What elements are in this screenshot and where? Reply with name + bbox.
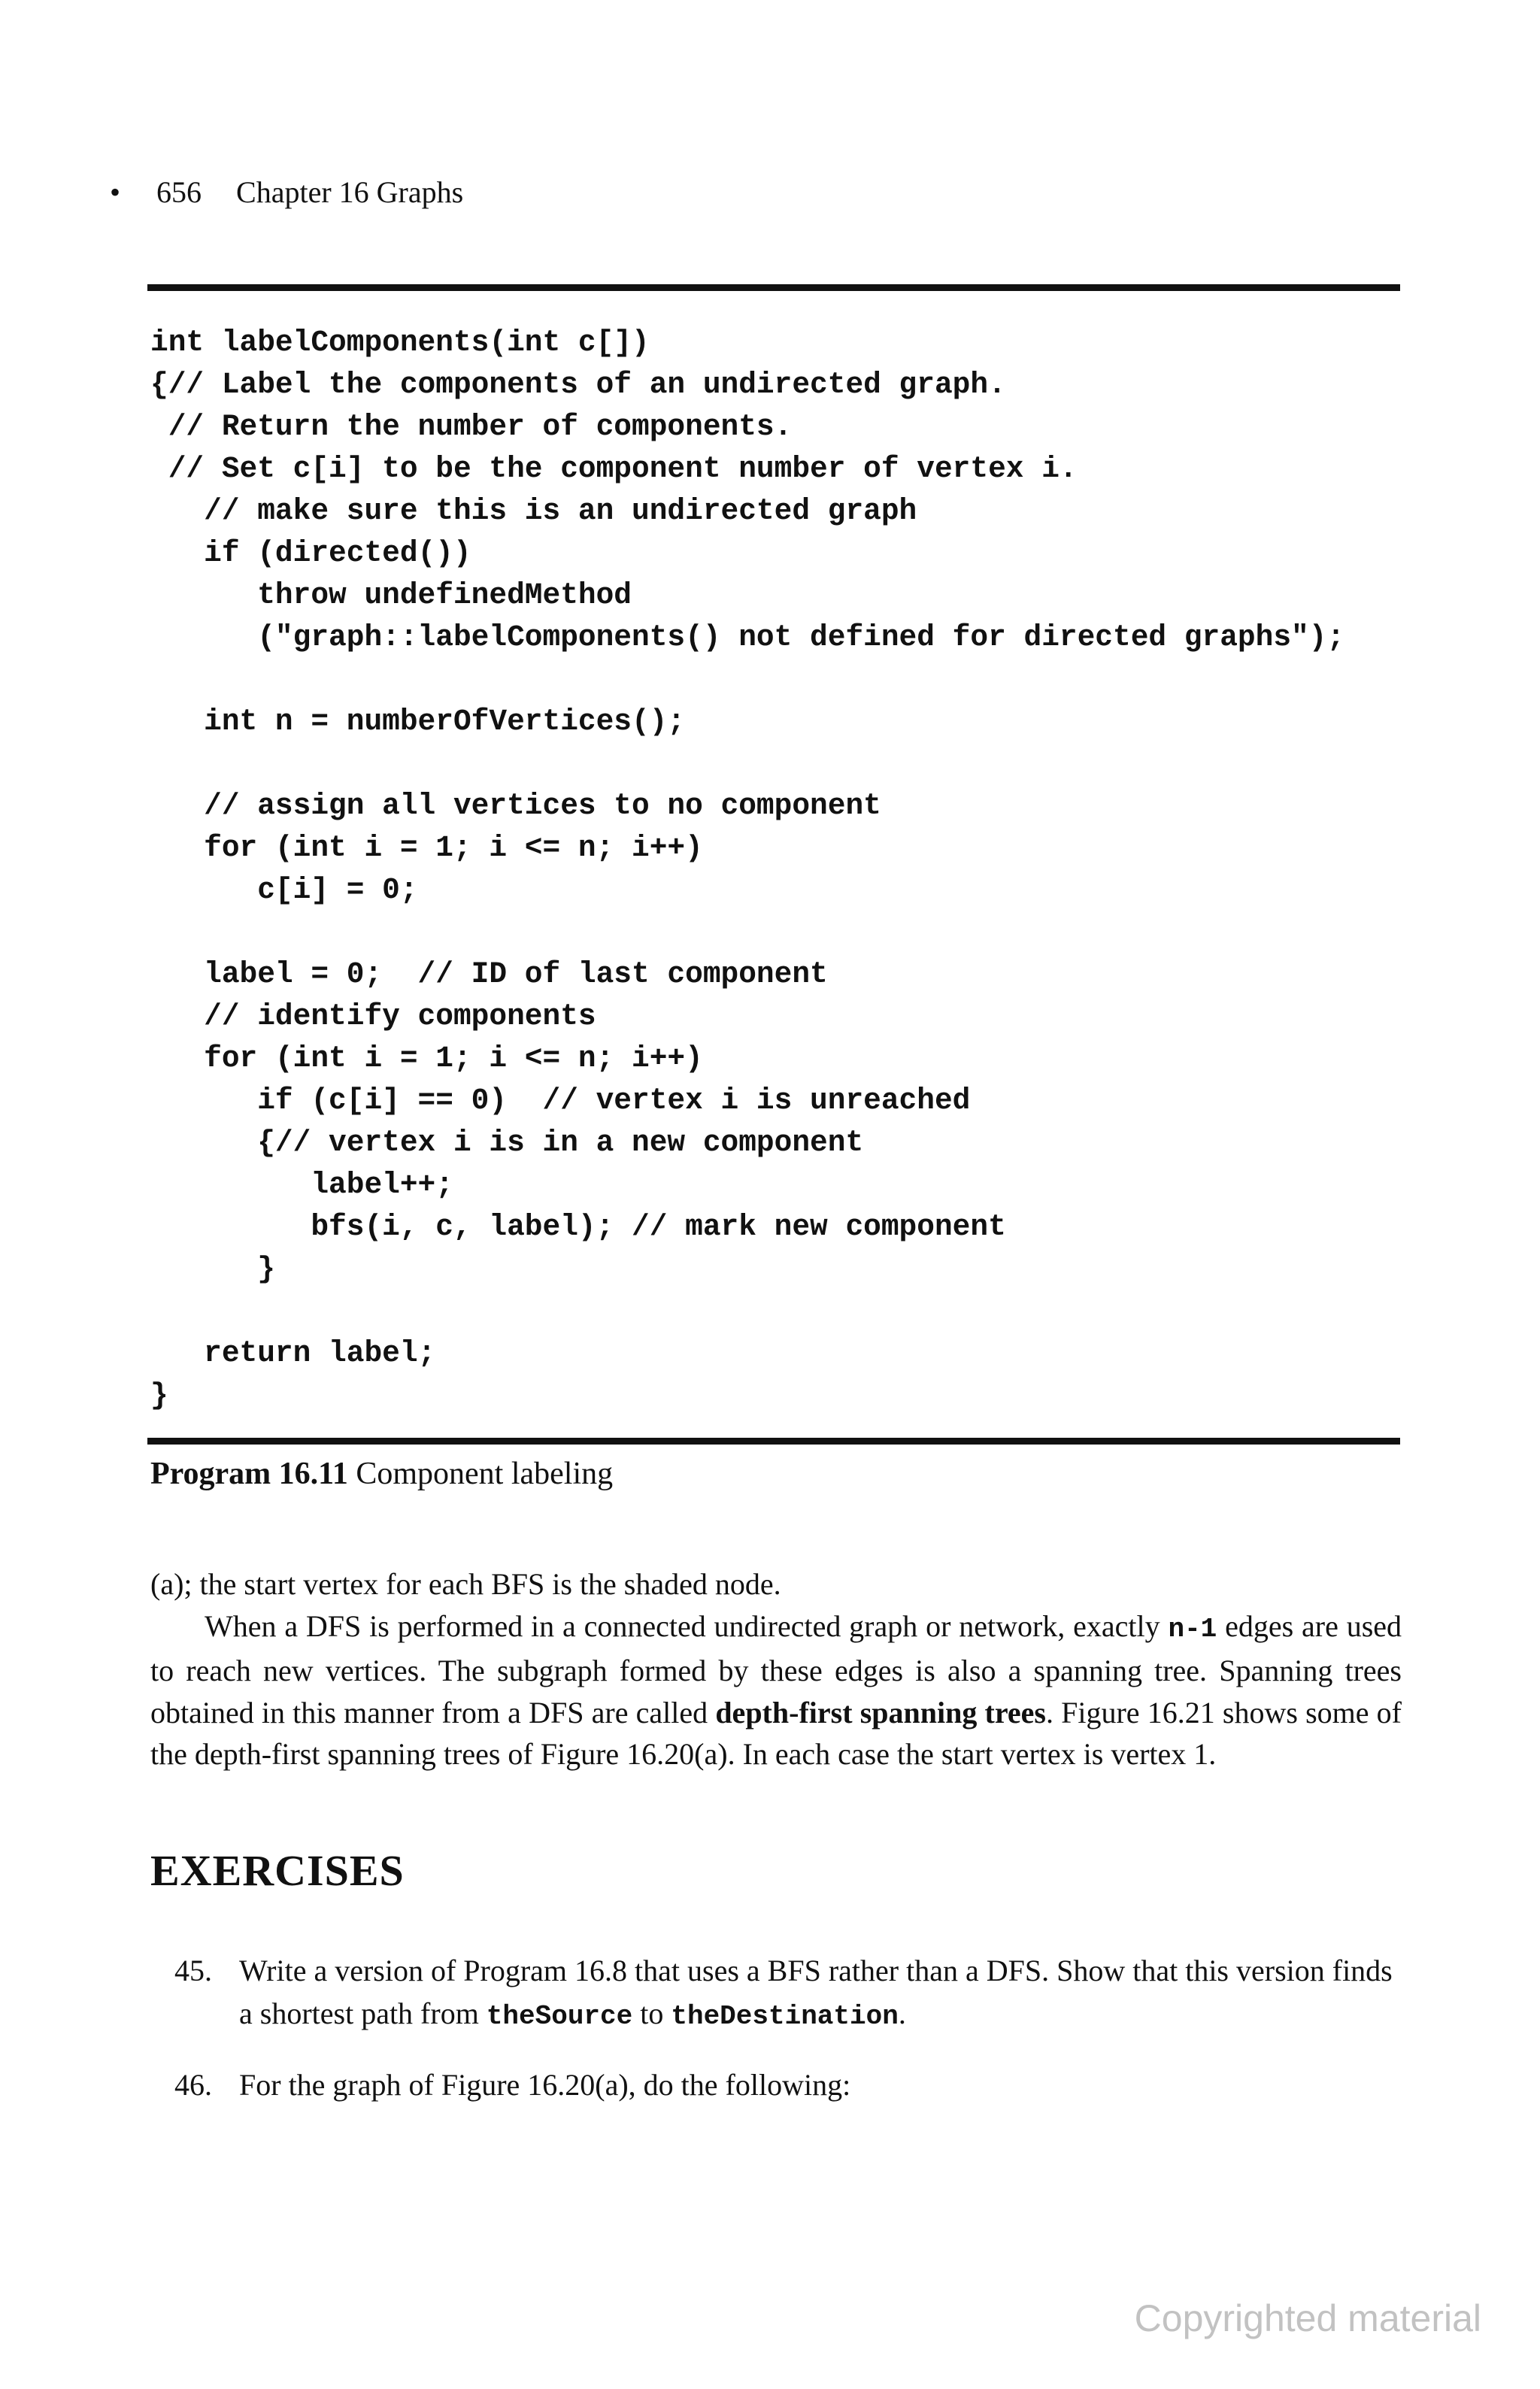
- code-line: [150, 743, 1399, 785]
- exercise-number: 46.: [174, 2068, 212, 2102]
- paragraph-dfs-text-c: . Figure 16.21 shows some of the depth-first spanning trees of Figure 16.20(a). In each case the start vertex is vertex 1.: [150, 1695, 1402, 1771]
- code-line: // Set c[i] to be the component number of vertex i.: [150, 452, 1078, 486]
- code-line: {// vertex i is in a new component: [150, 1126, 864, 1160]
- code-line: [150, 659, 1399, 701]
- paragraph-dfs-text-a: When a DFS is performed in a connected undirected graph or network, exactly: [205, 1608, 1160, 1643]
- code-line: // assign all vertices to no component: [150, 789, 881, 823]
- inline-code-thesource: theSource: [486, 2001, 633, 2032]
- program-bottom-rule: [147, 1438, 1400, 1445]
- program-code-block: [150, 322, 1399, 1417]
- code-line: bfs(i, c, label); // mark new component: [150, 1210, 1006, 1244]
- program-caption-text: Component labeling: [356, 1457, 614, 1491]
- code-line: int n = numberOfVertices();: [150, 705, 686, 738]
- code-line: c[i] = 0;: [150, 873, 418, 907]
- code-line: throw undefinedMethod: [150, 578, 632, 612]
- code-line: }: [150, 1252, 275, 1286]
- exercise-text: For the graph of Figure 16.20(a), do the following:: [239, 2068, 851, 2102]
- chapter-title: Chapter 16 Graphs: [236, 175, 464, 209]
- code-line: int labelComponents(int c[]): [150, 326, 650, 359]
- exercise-item: [174, 2063, 1400, 2106]
- code-line: [150, 911, 1399, 953]
- code-line: return label;: [150, 1336, 436, 1370]
- exercise-text-c: .: [898, 1996, 906, 2030]
- code-line: for (int i = 1; i <= n; i++): [150, 831, 703, 865]
- header-bullet: •: [110, 175, 121, 209]
- exercise-text: [239, 1949, 1400, 2038]
- code-line: label++;: [150, 1168, 453, 1202]
- exercise-number: 45.: [174, 1954, 212, 1987]
- program-caption: [150, 1456, 613, 1492]
- paragraph-continuation: (a); the start vertex for each BFS is the shaded node.: [150, 1567, 781, 1601]
- inline-code-thedestination: theDestination: [671, 2001, 899, 2032]
- term-depth-first-spanning-trees: depth-first spanning trees: [715, 1695, 1046, 1730]
- exercises-heading: EXERCISES: [150, 1846, 405, 1895]
- code-line: [150, 1290, 1399, 1332]
- code-line: if (directed()): [150, 536, 471, 570]
- code-line: {// Label the components of an undirected graph.: [150, 368, 1006, 402]
- inline-code-n-minus-1: n-1: [1168, 1613, 1217, 1645]
- paragraph-dfs-text-b: edges are used to reach new vertices. The subgraph formed by these edges is also a spanning tree. Spanning trees obtained in this manner from a DFS are called: [150, 1608, 1402, 1730]
- exercise-text-b: to: [640, 1996, 664, 2030]
- code-line: if (c[i] == 0) // vertex i is unreached: [150, 1084, 971, 1117]
- exercise-text-a: Write a version of Program 16.8 that uses a BFS rather than a DFS. Show that this version finds a shortest path from: [239, 1954, 1393, 2030]
- code-line: // Return the number of components.: [150, 410, 793, 444]
- body-text: [150, 1563, 1402, 1775]
- code-line: // make sure this is an undirected graph: [150, 494, 917, 528]
- exercise-item: [174, 1949, 1400, 2038]
- code-line: for (int i = 1; i <= n; i++): [150, 1041, 703, 1075]
- running-head: [110, 174, 463, 210]
- code-line: // identify components: [150, 999, 596, 1033]
- code-line: }: [150, 1378, 168, 1412]
- program-caption-label: Program 16.11: [150, 1457, 348, 1491]
- program-top-rule: [147, 284, 1400, 291]
- code-line: ("graph::labelComponents() not defined for directed graphs");: [150, 620, 1345, 654]
- copyright-watermark: Copyrighted material: [1134, 2297, 1481, 2339]
- page-number: 656: [156, 175, 202, 209]
- paragraph-dfs: [150, 1605, 1402, 1775]
- code-line: label = 0; // ID of last component: [150, 957, 828, 991]
